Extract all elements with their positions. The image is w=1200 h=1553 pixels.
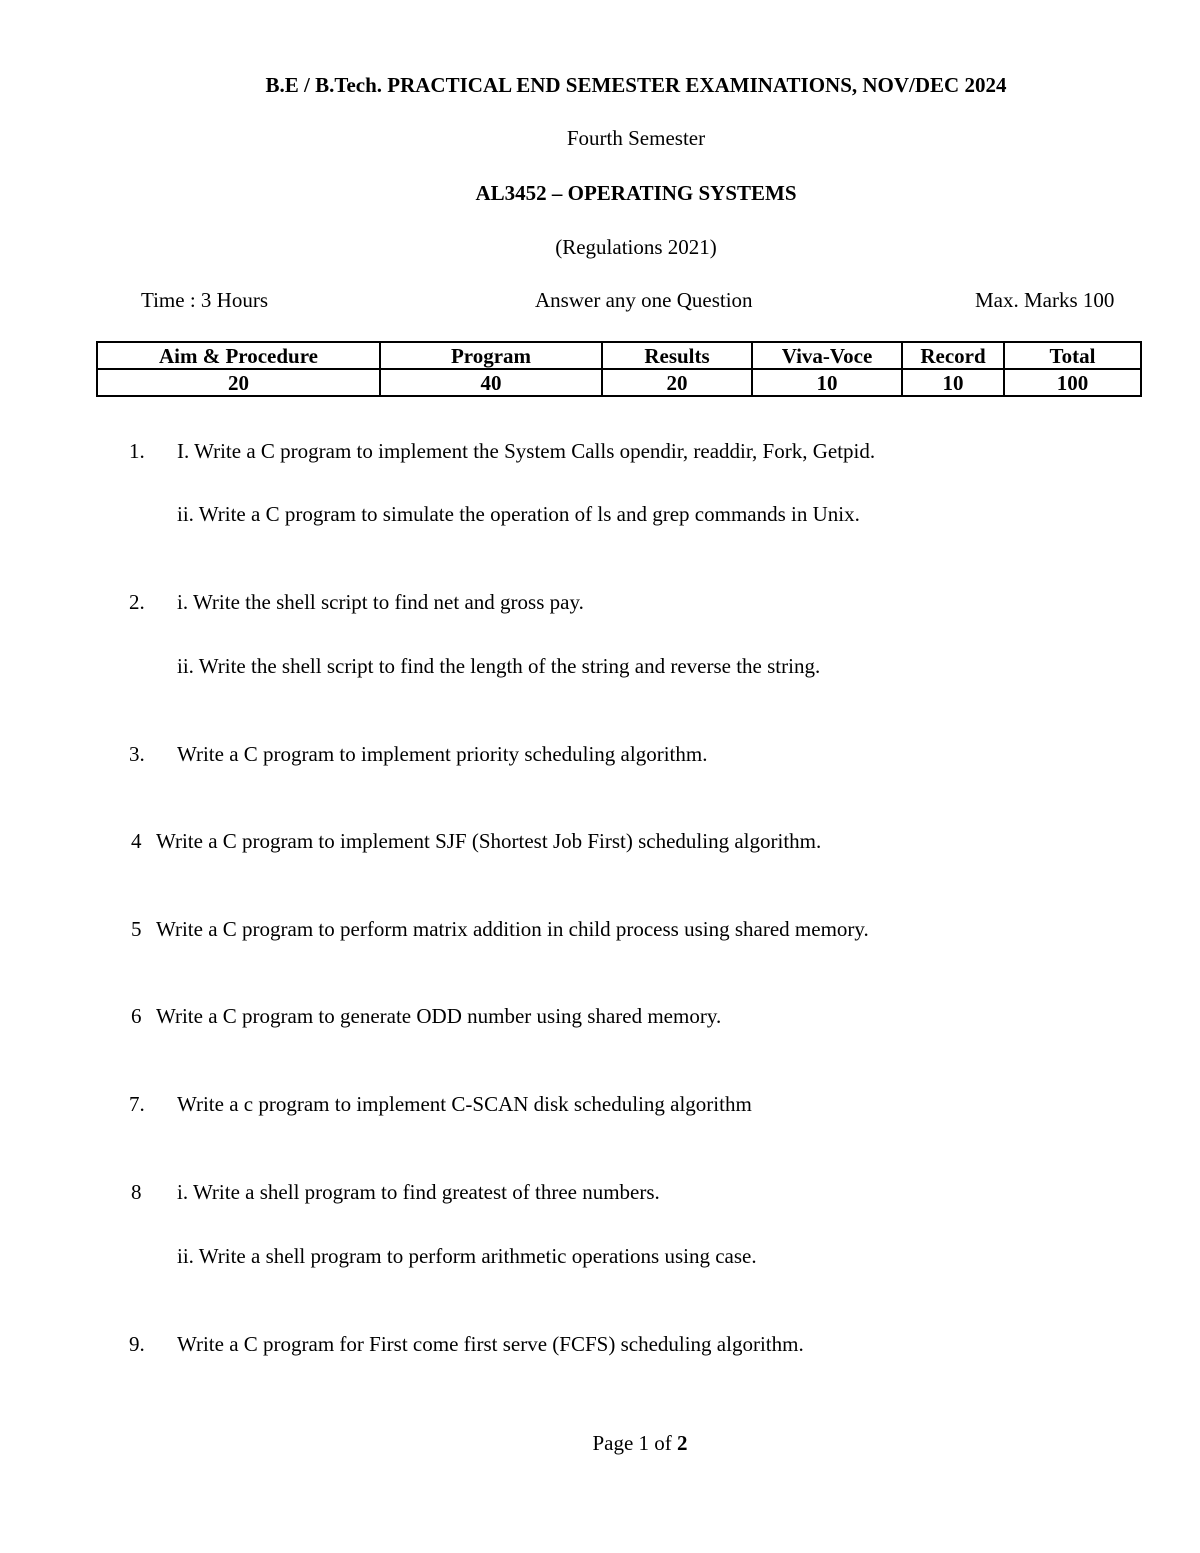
page-footer — [0, 1430, 1200, 1456]
marks-header-cell: Results — [602, 342, 752, 369]
question-text: ii. Write the shell script to find the length of the string and reverse the string. — [177, 654, 821, 678]
question-text: Write a c program to implement C-SCAN disk scheduling algorithm — [177, 1092, 752, 1116]
question-text: ii. Write a shell program to perform arithmetic operations using case. — [177, 1244, 757, 1268]
marks-header-cell: Record — [902, 342, 1004, 369]
marks-header-cell: Aim & Procedure — [97, 342, 380, 369]
question-number: 7. — [129, 1092, 145, 1116]
question-text: i. Write a shell program to find greatest of three numbers. — [177, 1180, 660, 1204]
marks-value-cell: 20 — [602, 369, 752, 396]
question-text: ii. Write a C program to simulate the operation of ls and grep commands in Unix. — [177, 502, 860, 526]
semester-label: Fourth Semester — [566, 126, 706, 150]
question-number: 8 — [131, 1180, 142, 1204]
question-text: I. Write a C program to implement the System Calls opendir, readdir, Fork, Getpid. — [177, 439, 876, 463]
marks-header-cell: Total — [1004, 342, 1141, 369]
question-number: 1. — [129, 439, 145, 463]
marks-value-cell: 10 — [752, 369, 902, 396]
question-number: 2. — [129, 590, 145, 614]
marks-header-cell: Program — [380, 342, 602, 369]
course-title: AL3452 – OPERATING SYSTEMS — [475, 181, 797, 205]
marks-header-cell: Viva-Voce — [752, 342, 902, 369]
question-number: 9. — [129, 1332, 145, 1356]
question-text: Write a C program to perform matrix addition in child process using shared memory. — [156, 917, 869, 941]
question-number: 4 — [131, 829, 142, 853]
question-text: Write a C program to implement SJF (Shortest Job First) scheduling algorithm. — [156, 829, 822, 853]
regulations-label: (Regulations 2021) — [555, 235, 717, 259]
question-text: Write a C program to generate ODD number using shared memory. — [156, 1004, 722, 1028]
question-number: 3. — [129, 742, 145, 766]
instruction-label: Answer any one Question — [535, 288, 753, 312]
max-marks-label: Max. Marks 100 — [975, 288, 1115, 312]
question-number: 5 — [131, 917, 142, 941]
marks-value-cell: 20 — [97, 369, 380, 396]
marks-table — [96, 341, 1142, 397]
page-number-prefix: Page 1 of — [592, 1431, 678, 1455]
question-text: i. Write the shell script to find net and gross pay. — [177, 590, 584, 614]
question-text: Write a C program to implement priority scheduling algorithm. — [177, 742, 708, 766]
marks-value-cell: 100 — [1004, 369, 1141, 396]
time-label: Time : 3 Hours — [141, 288, 268, 312]
marks-value-cell: 40 — [380, 369, 602, 396]
page-total: 2 — [677, 1431, 688, 1455]
question-number: 6 — [131, 1004, 142, 1028]
marks-table-header-row — [97, 342, 1141, 369]
marks-table-value-row — [97, 369, 1141, 396]
marks-value-cell: 10 — [902, 369, 1004, 396]
exam-title: B.E / B.Tech. PRACTICAL END SEMESTER EXAMINATIONS, NOV/DEC 2024 — [265, 73, 1007, 97]
question-text: Write a C program for First come first serve (FCFS) scheduling algorithm. — [177, 1332, 804, 1356]
